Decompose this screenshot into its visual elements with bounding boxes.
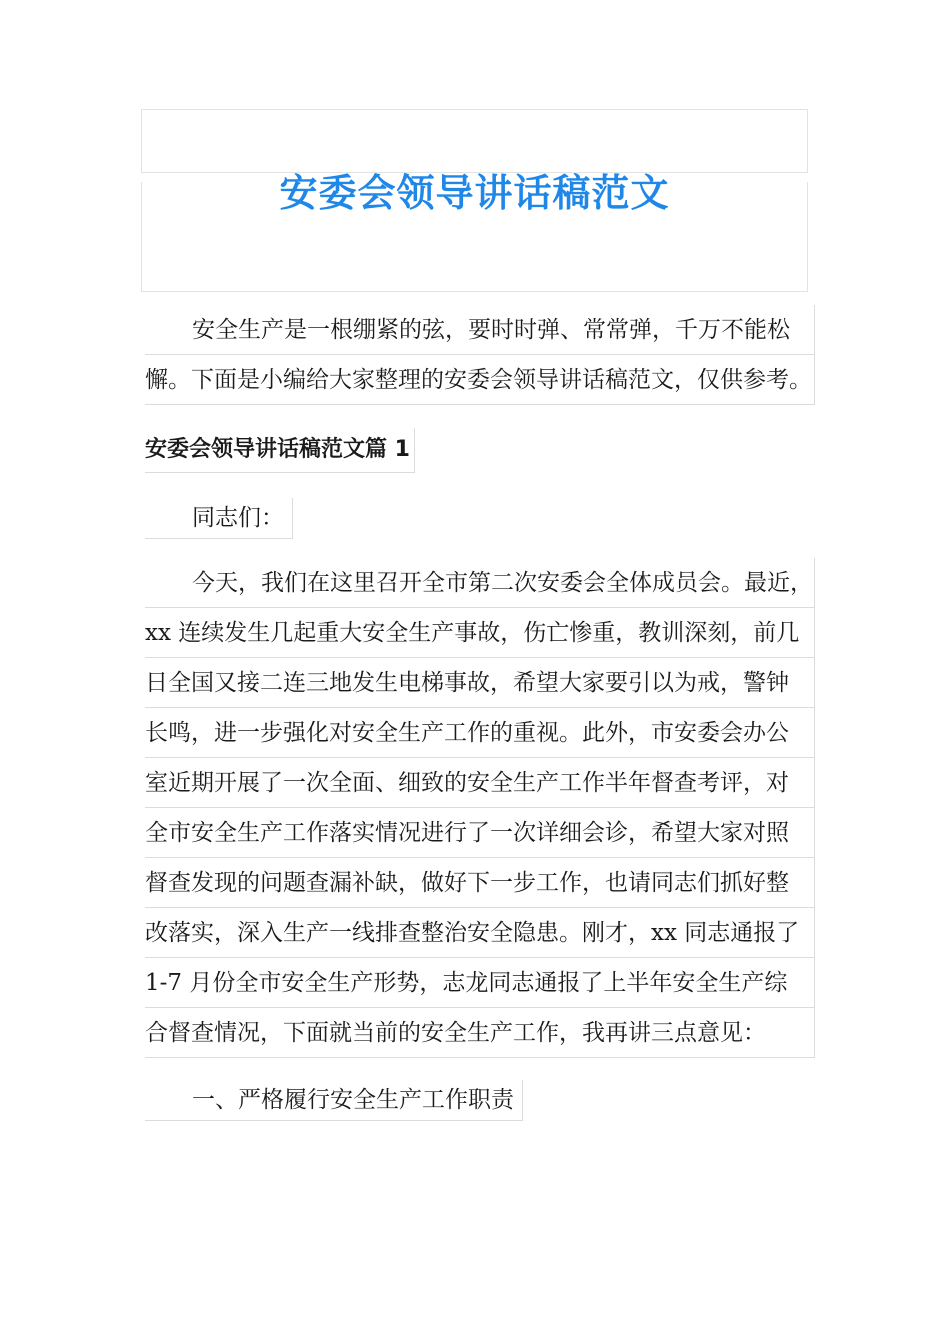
intro-line: 安全生产是一根绷紧的弦，要时时弹、常常弹，千万不能松 <box>145 305 815 355</box>
salutation: 同志们： <box>145 498 293 539</box>
point-one-heading: 一、严格履行安全生产工作职责 <box>145 1080 523 1121</box>
body-line: 1-7 月份全市安全生产形势，志龙同志通报了上半年安全生产综 <box>145 958 815 1008</box>
body-line: 室近期开展了一次全面、细致的安全生产工作半年督查考评，对 <box>145 758 815 808</box>
title-frame-top <box>141 109 808 173</box>
body-line: 日全国又接二连三地发生电梯事故，希望大家要引以为戒，警钟 <box>145 658 815 708</box>
intro-line: 懈。下面是小编给大家整理的安委会领导讲话稿范文，仅供参考。 <box>145 355 815 405</box>
body-line: 全市安全生产工作落实情况进行了一次详细会诊，希望大家对照 <box>145 808 815 858</box>
body-line: 今天，我们在这里召开全市第二次安委会全体成员会。最近， <box>145 558 815 608</box>
document-title: 安委会领导讲话稿范文 <box>279 171 670 215</box>
body-line: 长鸣，进一步强化对安全生产工作的重视。此外，市安委会办公 <box>145 708 815 758</box>
body-paragraph <box>145 558 815 1058</box>
body-line: 改落实，深入生产一线排查整治安全隐患。刚才，xx 同志通报了 <box>145 908 815 958</box>
section-heading: 安委会领导讲话稿范文篇 1 <box>145 428 415 473</box>
body-line: xx 连续发生几起重大安全生产事故，伤亡惨重，教训深刻，前几 <box>145 608 815 658</box>
body-line: 合督查情况，下面就当前的安全生产工作，我再讲三点意见： <box>145 1008 815 1058</box>
intro-paragraph <box>145 305 815 405</box>
body-line: 督查发现的问题查漏补缺，做好下一步工作，也请同志们抓好整 <box>145 858 815 908</box>
